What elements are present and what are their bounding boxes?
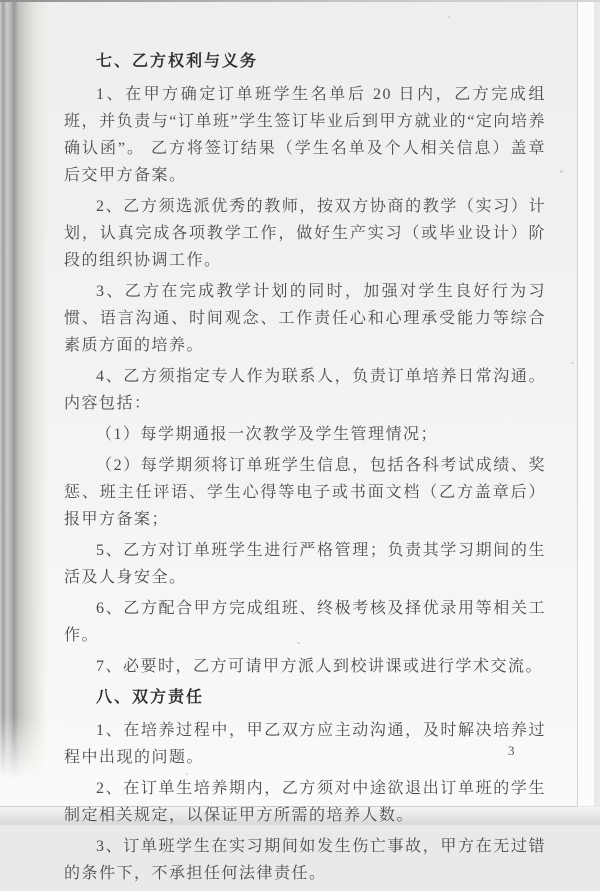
scan-speck (297, 642, 300, 644)
scan-top-edge (0, 0, 600, 2)
clause-b4-item-2-student-info: （2）每学期须将订单班学生信息，包括各科考试成绩、奖惩、班主任评语、学生心得等电子或书面文档（乙方盖章后）报甲方备案； (64, 457, 546, 528)
clause-b1-order-class-formation: 1、在甲方确定订单班学生名单后 20 日内，乙方完成组班，并负责与“订单班”学生签订毕业后到甲方就业的“定向培养确认函”。 乙方将签订结果（学生名单及个人相关信息）盖章后交甲方备案。 (64, 86, 546, 184)
page-number: 3 (508, 743, 515, 758)
contract-text-block (64, 48, 546, 891)
clause-m1-communication: 1、在培养过程中，甲乙双方应主动沟通，及时解决培养过程中出现的问题。 (64, 722, 546, 766)
scan-speck (186, 773, 188, 775)
clause-b4-item-1-term-report: （1）每学期通报一次教学及学生管理情况； (96, 426, 439, 443)
clause-b7-lectures-exchange: 7、必要时，乙方可请甲方派人到校讲课或进行学术交流。 (96, 658, 544, 675)
clause-m3-liability: 3、订单班学生在实习期间如发生伤亡事故，甲方在无过错的条件下，不承担任何法律责任。 (64, 838, 546, 882)
clause-b6-assessment-recruit: 6、乙方配合甲方完成组班、终极考核及择优录用等相关工作。 (64, 600, 546, 644)
clause-b3-student-quality: 3、乙方在完成教学计划的同时，加强对学生良好行为习惯、语言沟通、时间观念、工作责任心和心理承受能力等综合素质方面的培养。 (64, 283, 546, 354)
paper-edge-strip (578, 0, 594, 806)
clause-b2-teachers-plan: 2、乙方须选派优秀的教师，按双方协商的教学（实习）计划，认真完成各项教学工作，做好生产实习（或毕业设计）阶段的组织协调工作。 (64, 198, 546, 269)
spine-shadow-fade (0, 716, 60, 806)
clause-b5-strict-management: 5、乙方对订单班学生进行严格管理；负责其学习期间的生活及人身安全。 (64, 542, 546, 586)
scan-speck (560, 170, 563, 173)
clause-b4-liaison-contact: 4、乙方须指定专人作为联系人，负责订单培养日常沟通。内容包括： (64, 368, 546, 412)
scan-speck (448, 16, 450, 18)
scan-speck (571, 362, 574, 364)
spine-shadow (0, 2, 48, 806)
section-heading-party-b-rights: 七、乙方权利与义务 (96, 53, 259, 70)
section-heading-mutual-responsibility: 八、双方责任 (96, 689, 205, 706)
clause-m2-dropout-rules: 2、在订单生培养期内，乙方须对中途欲退出订单班的学生制定相关规定，以保证甲方所需的培养人数。 (64, 780, 546, 824)
